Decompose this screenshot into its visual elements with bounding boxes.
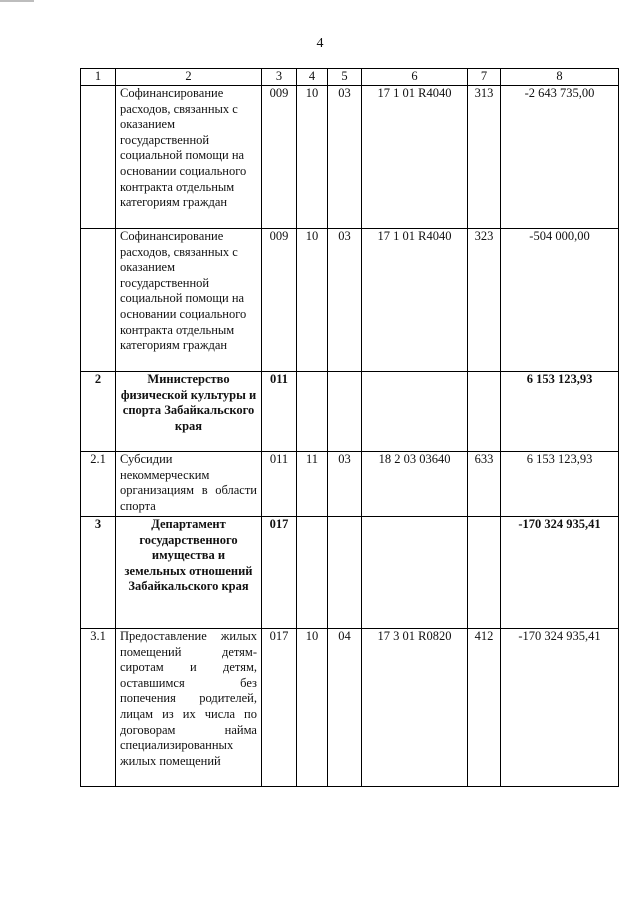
row-number: [81, 86, 116, 229]
ministry-code: 009: [262, 229, 297, 372]
table-row: [81, 86, 619, 229]
amount: -170 324 935,41: [501, 517, 619, 629]
amount: -504 000,00: [501, 229, 619, 372]
row-name: Софинансирование расходов, связанных с оказанием государственной социальной помощи на основании социального контракта отдельным категориям граждан: [116, 86, 262, 229]
row-number: 3.1: [81, 629, 116, 787]
table-header-row: [81, 69, 619, 86]
row-number: 2.1: [81, 452, 116, 517]
table-row: [81, 372, 619, 452]
expense-type-code: [468, 372, 501, 452]
page-number: 4: [316, 36, 324, 51]
section-code: 10: [297, 229, 328, 372]
header-cell: 5: [328, 69, 362, 86]
subsection-code: [328, 372, 362, 452]
section-code: [297, 372, 328, 452]
row-name: Департамент государственного имущества и земельных отношений Забайкальского края: [116, 517, 262, 629]
amount: -2 643 735,00: [501, 86, 619, 229]
subsection-code: 03: [328, 452, 362, 517]
expense-type-code: 323: [468, 229, 501, 372]
target-article-code: 17 3 01 R0820: [362, 629, 468, 787]
table-row: [81, 229, 619, 372]
expense-type-code: 313: [468, 86, 501, 229]
row-name: Министерство физической культуры и спорта Забайкальского края: [116, 372, 262, 452]
section-code: [297, 517, 328, 629]
section-code: 11: [297, 452, 328, 517]
scan-corner-mark: [0, 0, 34, 2]
expense-type-code: 633: [468, 452, 501, 517]
row-number: 2: [81, 372, 116, 452]
header-cell: 3: [262, 69, 297, 86]
header-cell: 6: [362, 69, 468, 86]
row-name: Субсидии некоммерческим организациям в области спорта: [116, 452, 262, 517]
amount: 6 153 123,93: [501, 452, 619, 517]
ministry-code: 017: [262, 517, 297, 629]
ministry-code: 017: [262, 629, 297, 787]
table-row: [81, 452, 619, 517]
budget-table: [80, 68, 619, 787]
amount: 6 153 123,93: [501, 372, 619, 452]
ministry-code: 011: [262, 452, 297, 517]
ministry-code: 011: [262, 372, 297, 452]
row-number: [81, 229, 116, 372]
header-cell: 7: [468, 69, 501, 86]
amount: -170 324 935,41: [501, 629, 619, 787]
target-article-code: [362, 517, 468, 629]
header-cell: 8: [501, 69, 619, 86]
target-article-code: 17 1 01 R4040: [362, 229, 468, 372]
row-number: 3: [81, 517, 116, 629]
subsection-code: 04: [328, 629, 362, 787]
target-article-code: 18 2 03 03640: [362, 452, 468, 517]
header-cell: 4: [297, 69, 328, 86]
subsection-code: 03: [328, 229, 362, 372]
subsection-code: [328, 517, 362, 629]
row-name: Софинансирование расходов, связанных с оказанием государственной социальной помощи на основании социального контракта отдельным категориям граждан: [116, 229, 262, 372]
section-code: 10: [297, 86, 328, 229]
table-row: [81, 629, 619, 787]
expense-type-code: 412: [468, 629, 501, 787]
table-row: [81, 517, 619, 629]
target-article-code: 17 1 01 R4040: [362, 86, 468, 229]
target-article-code: [362, 372, 468, 452]
subsection-code: 03: [328, 86, 362, 229]
row-name: Предоставление жилых помещений детям-сиротам и детям, оставшимся без попечения родителей, лицам из их числа по договорам найма специализированных жилых помещений: [116, 629, 262, 787]
header-cell: 1: [81, 69, 116, 86]
header-cell: 2: [116, 69, 262, 86]
section-code: 10: [297, 629, 328, 787]
ministry-code: 009: [262, 86, 297, 229]
expense-type-code: [468, 517, 501, 629]
